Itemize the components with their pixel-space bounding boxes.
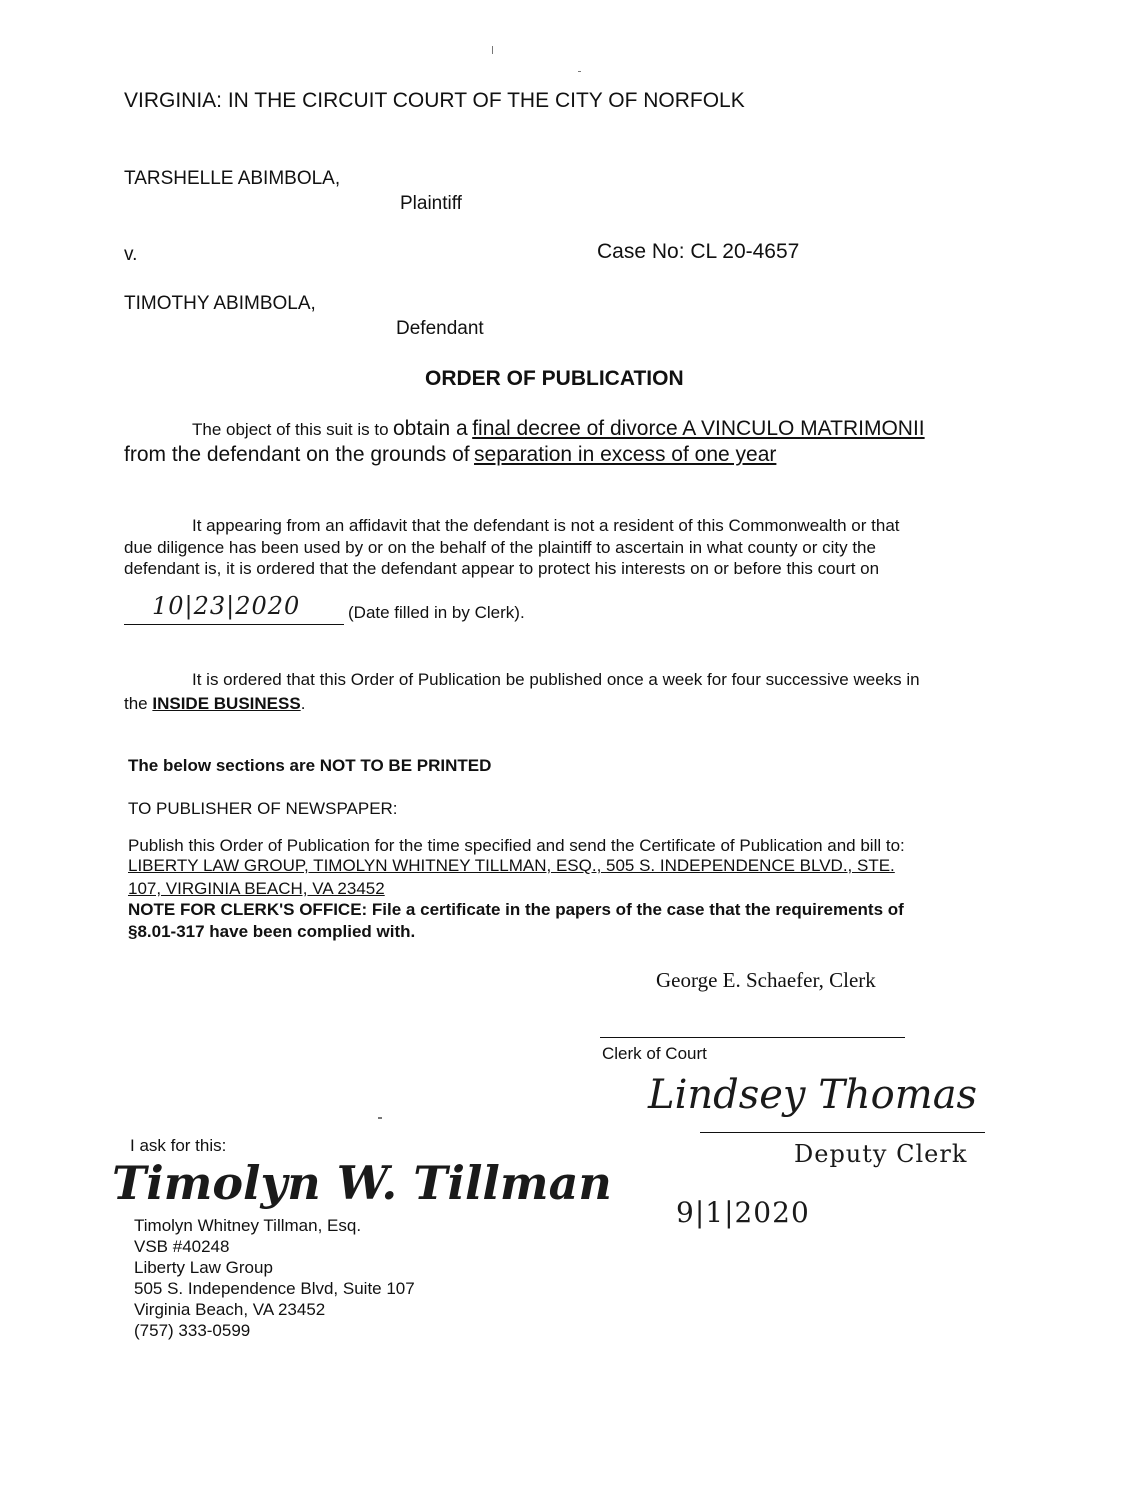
object-obtain: obtain a <box>393 417 468 440</box>
deputy-signature-line <box>700 1132 985 1133</box>
attorney-vsb: VSB #40248 <box>134 1237 230 1256</box>
object-grounds: separation in excess of one year <box>474 443 777 466</box>
defendant-role: Defendant <box>396 318 484 339</box>
plaintiff-role: Plaintiff <box>400 193 462 214</box>
object-decree: final decree of divorce A VINCULO MATRIMONII <box>472 417 925 440</box>
object-line2-lead: from the defendant on the grounds of <box>124 443 470 466</box>
plaintiff-name: TARSHELLE ABIMBOLA, <box>124 168 341 189</box>
clerk-note-line-2: §8.01-317 have been complied with. <box>128 922 416 941</box>
not-printed-heading: The below sections are NOT TO BE PRINTED <box>128 756 492 775</box>
court-header: VIRGINIA: IN THE CIRCUIT COURT OF THE CITY OF NORFOLK <box>124 89 745 112</box>
bill-to-address-line-2: 107, VIRGINIA BEACH, VA 23452 <box>128 879 385 898</box>
attorney-firm: Liberty Law Group <box>134 1258 273 1277</box>
scan-speck <box>578 71 581 72</box>
defendant-name: TIMOTHY ABIMBOLA, <box>124 293 316 314</box>
attorney-signature: Timolyn W. Tillman <box>112 1156 612 1210</box>
scan-speck <box>378 1117 382 1119</box>
date-blank-line <box>124 624 344 625</box>
attorney-phone: (757) 333-0599 <box>134 1321 251 1340</box>
date-note: (Date filled in by Clerk). <box>348 603 525 622</box>
clerk-name-stamp: George E. Schaefer, Clerk <box>656 968 876 992</box>
scan-speck <box>492 46 493 54</box>
deputy-clerk-title: Deputy Clerk <box>794 1140 968 1168</box>
publication-period: . <box>300 694 306 713</box>
case-number: Case No: CL 20-4657 <box>597 240 800 263</box>
document-title: ORDER OF PUBLICATION <box>425 367 684 390</box>
affidavit-line-2: due diligence has been used by or on the behalf of the plaintiff to ascertain in what county or city the <box>124 538 876 557</box>
affidavit-line-3: defendant is, it is ordered that the defendant appear to protect his interests on or before this court on <box>124 559 880 578</box>
object-line-2 <box>124 443 776 467</box>
object-line-1 <box>192 417 925 441</box>
deputy-sign-date: 9|1|2020 <box>676 1196 810 1229</box>
clerk-of-court-label: Clerk of Court <box>602 1044 707 1063</box>
clerk-signature-line <box>600 1037 905 1038</box>
publication-line-1: It is ordered that this Order of Publication be published once a week for four successive weeks in <box>192 670 920 689</box>
object-lead: The object of this suit is to <box>192 420 389 439</box>
publish-instructions: Publish this Order of Publication for the time specified and send the Certificate of Publication and bill to: <box>128 836 905 855</box>
publication-the: the <box>124 694 148 713</box>
ask-for-this: I ask for this: <box>130 1136 227 1155</box>
clerk-note-line-1: NOTE FOR CLERK'S OFFICE: File a certificate in the papers of the case that the requirements of <box>128 900 904 919</box>
attorney-name: Timolyn Whitney Tillman, Esq. <box>134 1216 362 1235</box>
deputy-clerk-signature: Lindsey Thomas <box>648 1072 978 1118</box>
attorney-address-1: 505 S. Independence Blvd, Suite 107 <box>134 1279 415 1298</box>
versus: v. <box>124 244 138 265</box>
affidavit-line-1: It appearing from an affidavit that the defendant is not a resident of this Commonwealth or that <box>192 516 900 535</box>
attorney-address-2: Virginia Beach, VA 23452 <box>134 1300 326 1319</box>
handwritten-appearance-date: 10|23|2020 <box>152 592 301 620</box>
bill-to-address-line-1: LIBERTY LAW GROUP, TIMOLYN WHITNEY TILLMAN, ESQ., 505 S. INDEPENDENCE BLVD., STE. <box>128 856 895 875</box>
newspaper-name: INSIDE BUSINESS <box>152 694 301 713</box>
to-publisher: TO PUBLISHER OF NEWSPAPER: <box>128 799 398 818</box>
publication-line-2 <box>124 694 305 714</box>
